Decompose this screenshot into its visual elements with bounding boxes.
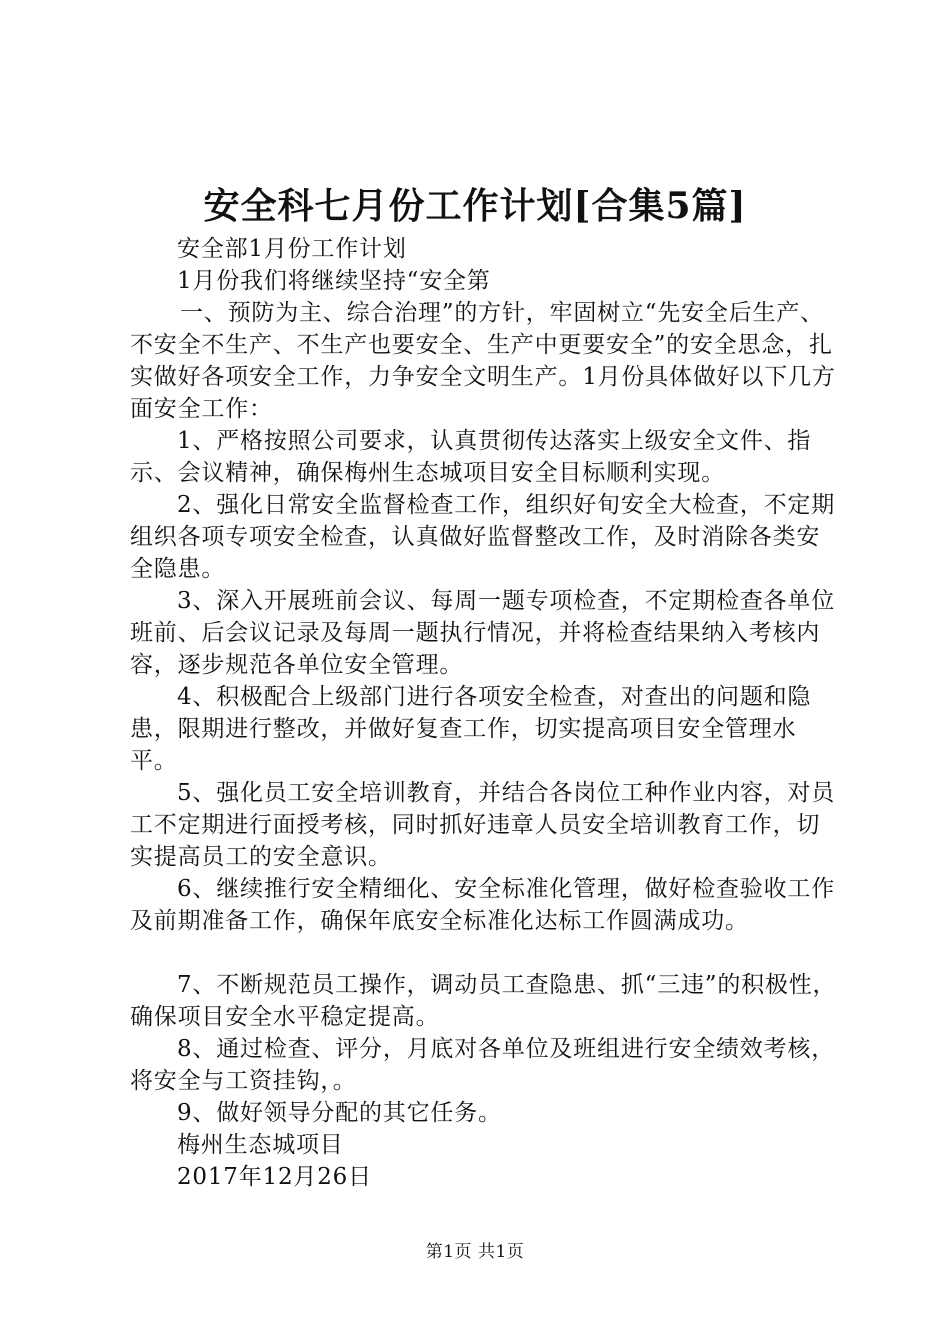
- paragraph-item-3: 3、深入开展班前会议、每周一题专项检查，不定期检查各单位班前、后会议记录及每周一题执行情况，并将检查结果纳入考核内容，逐步规范各单位安全管理。: [130, 588, 836, 678]
- paragraph-item-2: 2、强化日常安全监督检查工作，组织好旬安全大检查，不定期组织各项专项安全检查，认真做好监督整改工作，及时消除各类安全隐患。: [130, 492, 836, 582]
- page-number-footer: 第1页 共1页: [425, 1242, 525, 1262]
- paragraph-intro: 1月份我们将继续坚持“安全第: [177, 268, 491, 294]
- signature-date: 2017年12月26日: [177, 1164, 372, 1190]
- document-title: 安全科七月份工作计划[合集5篇]: [203, 185, 747, 227]
- paragraph-item-7: 7、不断规范员工操作，调动员工查隐患、抓“三违”的积极性，确保项目安全水平稳定提高。: [130, 972, 837, 1030]
- paragraph-item-1: 1、严格按照公司要求，认真贯彻传达落实上级安全文件、指示、会议精神，确保梅州生态城项目安全目标顺利实现。: [130, 428, 812, 486]
- signature-organization: 梅州生态城项目: [177, 1132, 344, 1158]
- paragraph-gap: [130, 937, 840, 969]
- paragraph-heading: 安全部1月份工作计划: [177, 236, 407, 262]
- paragraph-item-6: 6、继续推行安全精细化、安全标准化管理，做好检查验收工作及前期准备工作，确保年底安全标准化达标工作圆满成功。: [130, 876, 836, 934]
- paragraph-item-9: 9、做好领导分配的其它任务。: [177, 1100, 502, 1126]
- document-body: [130, 233, 840, 1193]
- paragraph-item-8: 8、通过检查、评分，月底对各单位及班组进行安全绩效考核，将安全与工资挂钩，。: [130, 1036, 836, 1094]
- paragraph-item-4: 4、积极配合上级部门进行各项安全检查，对查出的问题和隐患，限期进行整改，并做好复查工作，切实提高项目安全管理水平。: [130, 684, 812, 774]
- paragraph-policy: 一、预防为主、综合治理”的方针，牢固树立“先安全后生产、不安全不生产、不生产也要安全、生产中更要安全”的安全思念，扎实做好各项安全工作，力争安全文明生产。1月份具体做好以下几方面安全工作：: [130, 300, 836, 422]
- paragraph-item-5: 5、强化员工安全培训教育，并结合各岗位工种作业内容，对员工不定期进行面授考核，同时抓好违章人员安全培训教育工作，切实提高员工的安全意识。: [130, 780, 836, 870]
